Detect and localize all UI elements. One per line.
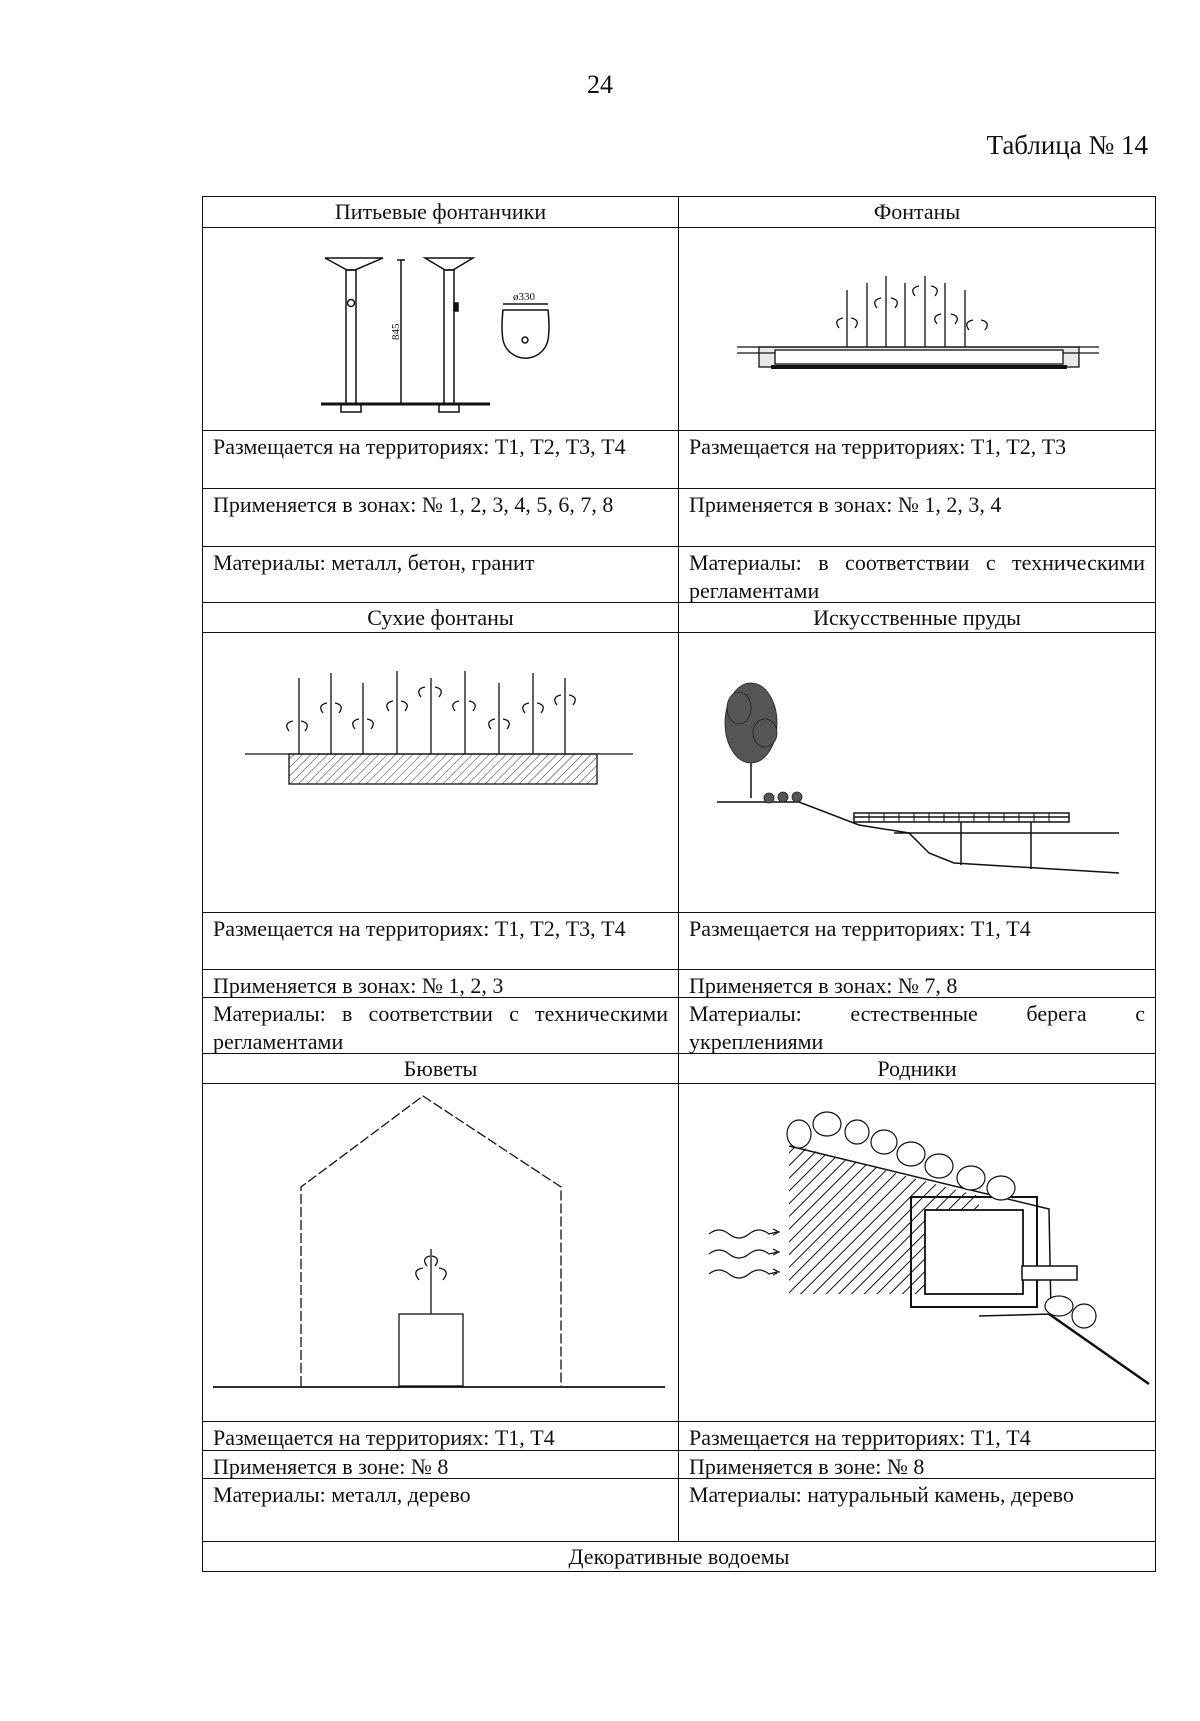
artificial-ponds-materials: Материалы: естественные берега с укреплениями xyxy=(679,998,1156,1054)
table-caption: Таблица № 14 xyxy=(986,130,1148,160)
dry-fountains-materials: Материалы: в соответствии с техническими регламентами xyxy=(202,998,679,1054)
decorative-ponds-title: Декоративные водоемы xyxy=(202,1542,1156,1572)
table-row xyxy=(202,196,1156,228)
drinking-fountains-zones: Применяется в зонах: № 1, 2, 3, 4, 5, 6, 7, 8 xyxy=(202,489,679,547)
springs-title: Родники xyxy=(679,1054,1156,1084)
table-row xyxy=(202,431,1156,489)
artificial-pond-drawing xyxy=(679,633,1156,913)
fountains-materials: Материалы: в соответствии с техническими регламентами xyxy=(679,547,1156,603)
structures-table xyxy=(202,196,1156,1575)
dry-fountains-territories: Размещается на территориях: Т1, Т2, Т3, Т4 xyxy=(202,913,679,970)
artificial-ponds-title: Искусственные пруды xyxy=(679,603,1156,633)
table-row xyxy=(202,998,1156,1054)
artificial-ponds-territories: Размещается на территориях: Т1, Т4 xyxy=(679,913,1156,970)
table-row xyxy=(202,1542,1156,1572)
table-row xyxy=(202,1451,1156,1479)
springs-materials: Материалы: натуральный камень, дерево xyxy=(679,1479,1156,1542)
table-row xyxy=(202,603,1156,633)
table-row xyxy=(202,913,1156,970)
table-row xyxy=(202,1479,1156,1542)
table-row xyxy=(202,1054,1156,1084)
page-number: 24 xyxy=(587,70,613,99)
dry-fountains-zones: Применяется в зонах: № 1, 2, 3 xyxy=(202,970,679,998)
dry-fountain-drawing xyxy=(202,633,679,913)
height-label: 845 xyxy=(390,323,402,340)
artificial-ponds-zones: Применяется в зонах: № 7, 8 xyxy=(679,970,1156,998)
spring-drawing xyxy=(679,1084,1156,1422)
pump-room-drawing xyxy=(202,1084,679,1422)
pump-rooms-title: Бюветы xyxy=(202,1054,679,1084)
drinking-fountain-drawing xyxy=(202,228,679,431)
table-row xyxy=(202,633,1156,913)
table-row xyxy=(202,1422,1156,1451)
drinking-fountains-title: Питьевые фонтанчики xyxy=(202,196,679,228)
pump-rooms-materials: Материалы: металл, дерево xyxy=(202,1479,679,1542)
table-row xyxy=(202,228,1156,431)
dry-fountains-title: Сухие фонтаны xyxy=(202,603,679,633)
diameter-label: ø330 xyxy=(513,291,535,303)
table-row xyxy=(202,489,1156,547)
fountains-title: Фонтаны xyxy=(679,196,1156,228)
table-row xyxy=(202,970,1156,998)
springs-zones: Применяется в зоне: № 8 xyxy=(679,1451,1156,1479)
fountains-territories: Размещается на территориях: Т1, Т2, Т3 xyxy=(679,431,1156,489)
fountain-drawing xyxy=(679,228,1156,431)
fountains-zones: Применяется в зонах: № 1, 2, 3, 4 xyxy=(679,489,1156,547)
pump-rooms-territories: Размещается на территориях: Т1, Т4 xyxy=(202,1422,679,1451)
drinking-fountains-territories: Размещается на территориях: Т1, Т2, Т3, Т4 xyxy=(202,431,679,489)
drinking-fountains-materials: Материалы: металл, бетон, гранит xyxy=(202,547,679,603)
springs-territories: Размещается на территориях: Т1, Т4 xyxy=(679,1422,1156,1451)
table-row xyxy=(202,1084,1156,1422)
table-row xyxy=(202,547,1156,603)
pump-rooms-zones: Применяется в зоне: № 8 xyxy=(202,1451,679,1479)
